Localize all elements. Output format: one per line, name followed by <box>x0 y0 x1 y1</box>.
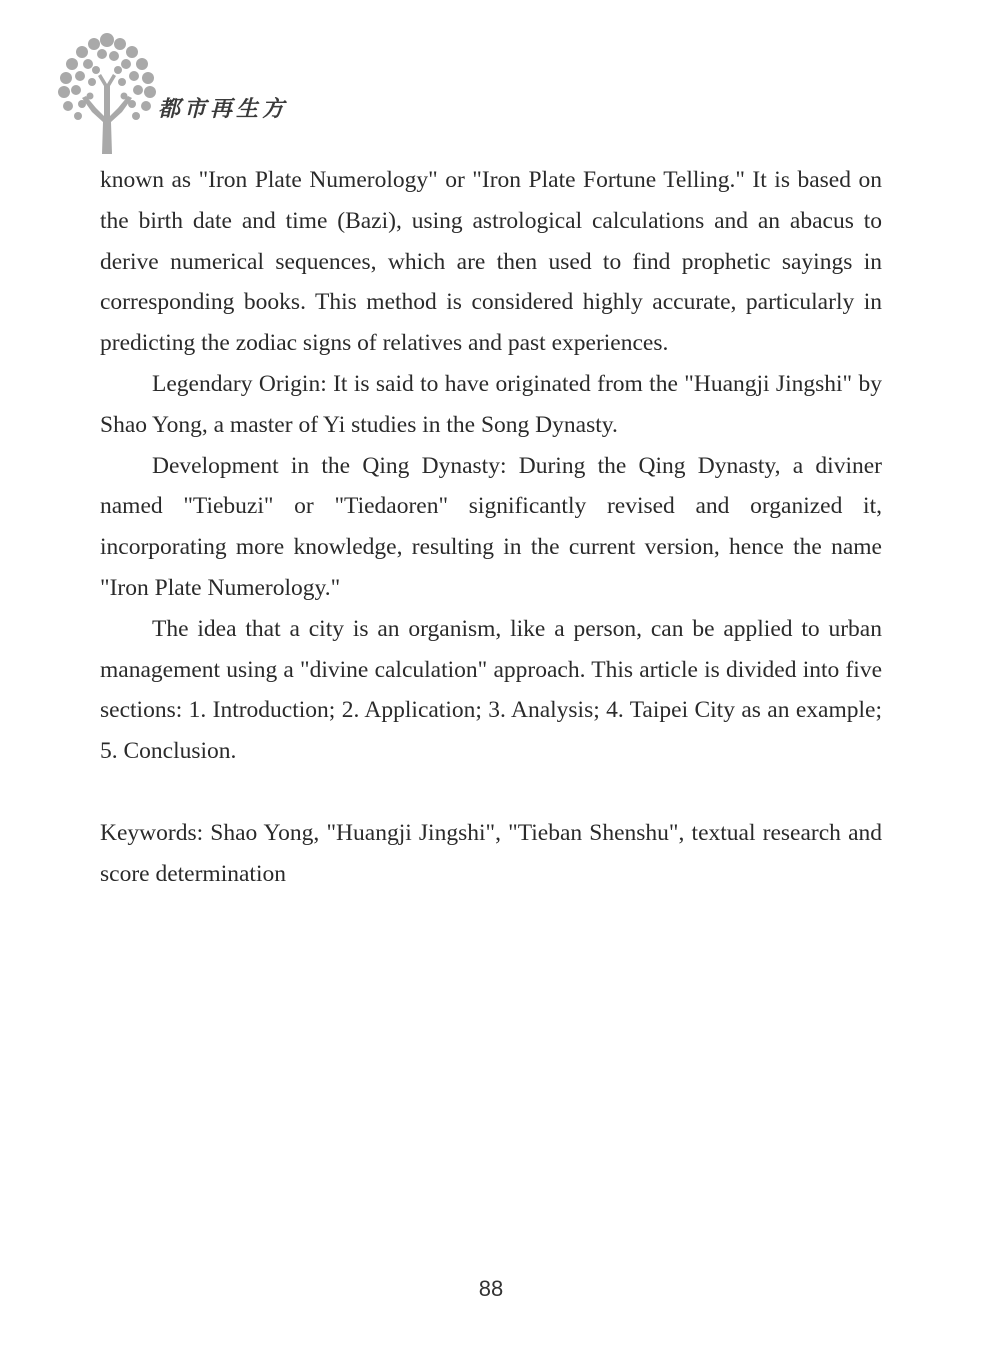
page-body <box>100 160 882 894</box>
page-number: 88 <box>478 1276 504 1301</box>
keywords: Keywords: Shao Yong, "Huangji Jingshi", "Tieban Shenshu", textual research and score determination <box>100 819 882 887</box>
tree-icon <box>52 26 162 154</box>
series-title: 都市再生方 <box>158 96 289 122</box>
paragraph-1: known as "Iron Plate Numerology" or "Iron Plate Fortune Telling." It is based on the birth date and time (Bazi), using astrological calculations and an abacus to derive numerical sequences, which are then used to find prophetic sayings in corresponding books. This method is considered highly accurate, particularly in predicting the zodiac signs of relatives and past experiences. <box>100 167 882 357</box>
paragraph-qing-development: Development in the Qing Dynasty: During the Qing Dynasty, a diviner named "Tiebuzi" or "Tiedaoren" significantly revised and organized it, incorporating more knowledge, resulting in the current version, hence the name "Iron Plate Numerology." <box>100 452 882 601</box>
paragraph-legendary-origin: Legendary Origin: It is said to have originated from the "Huangji Jingshi" by Shao Yong, a master of Yi studies in the Song Dynasty. <box>100 370 882 438</box>
paragraph-city-organism: The idea that a city is an organism, like a person, can be applied to urban management using a "divine calculation" approach. This article is divided into five sections: 1. Introduction; 2. Application; 3. Analysis; 4. Taipei City as an example; 5. Conclusion. <box>100 615 882 765</box>
page-header <box>52 26 382 156</box>
